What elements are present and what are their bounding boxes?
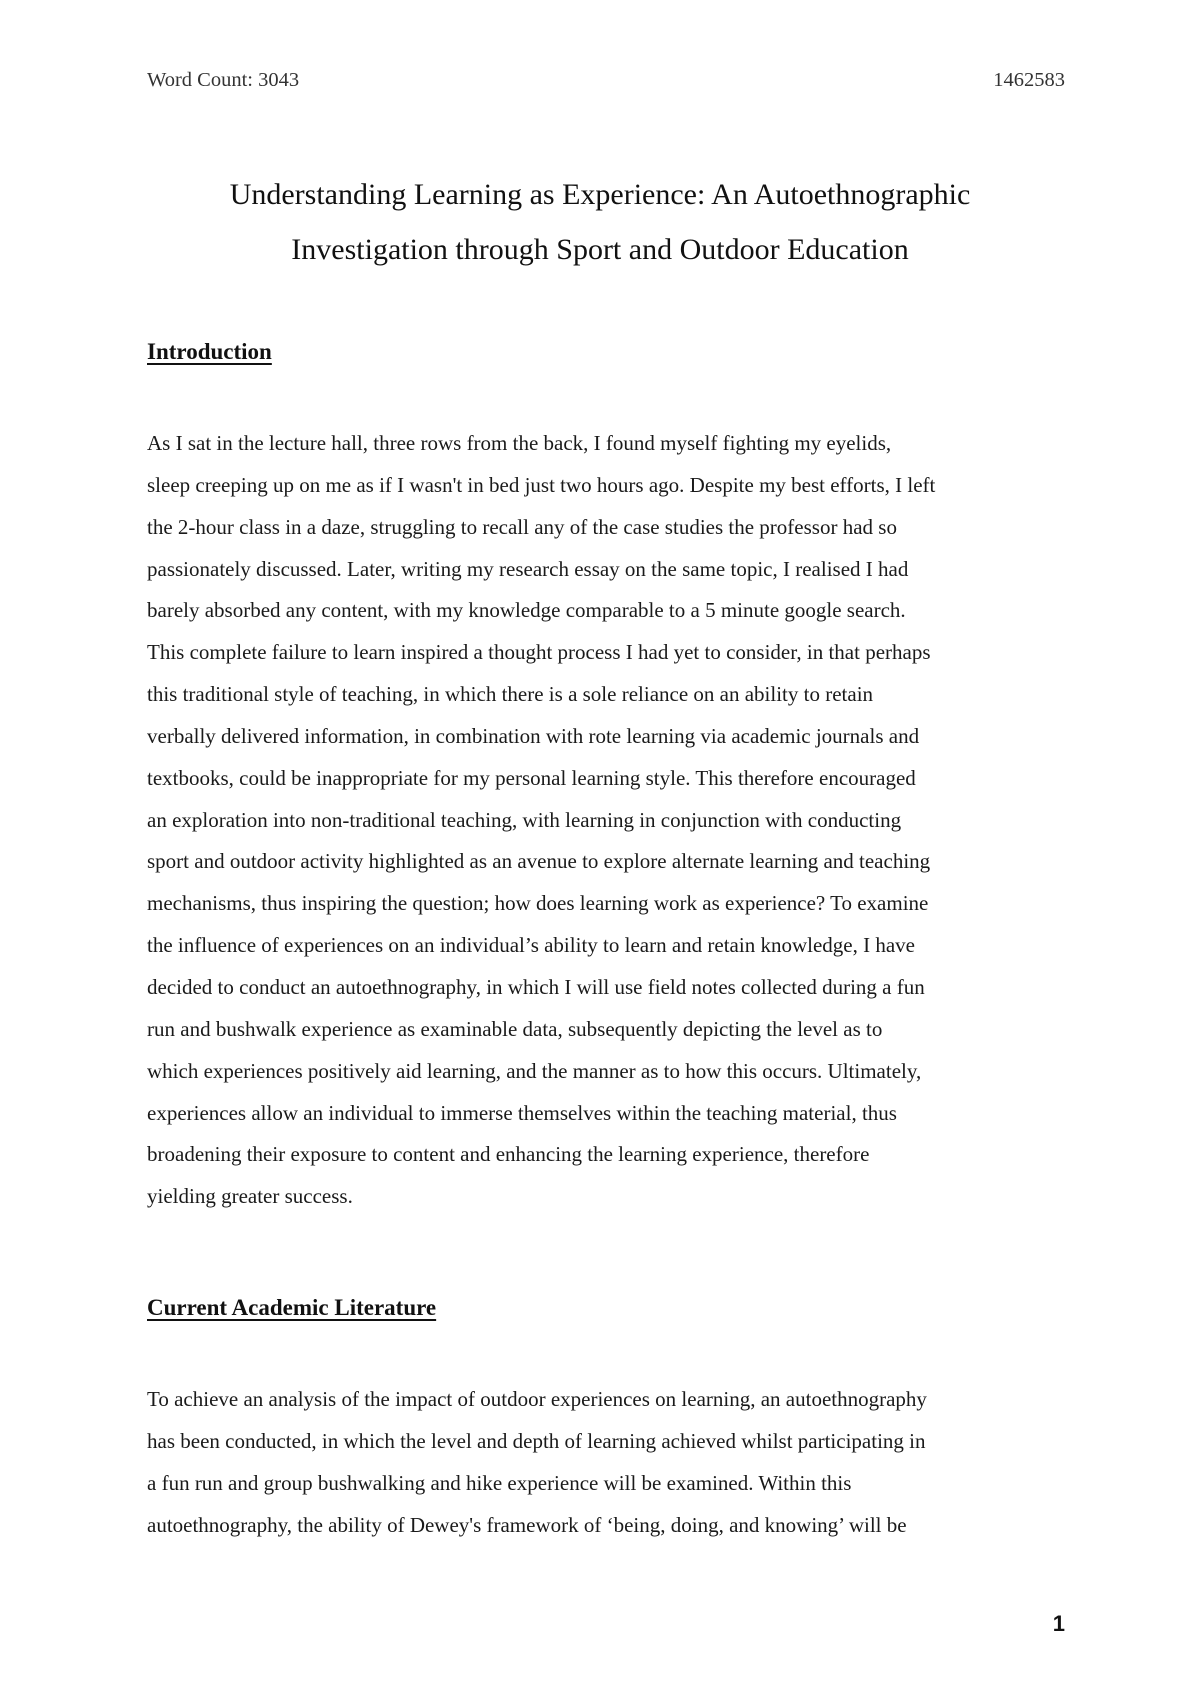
literature-paragraph (147, 1379, 1067, 1546)
text-line: has been conducted, in which the level and depth of learning achieved whilst participating in (147, 1428, 926, 1453)
text-line: verbally delivered information, in combination with rote learning via academic journals and (147, 723, 920, 748)
text-line: To achieve an analysis of the impact of outdoor experiences on learning, an autoethnography (147, 1387, 927, 1411)
text-line: As I sat in the lecture hall, three rows from the back, I found myself fighting my eyelids, (147, 431, 892, 455)
title-line: Investigation through Sport and Outdoor Education (291, 233, 909, 266)
text-line: experiences allow an individual to immerse themselves within the teaching material, thus (147, 1100, 897, 1125)
literature-heading: Current Academic Literature (147, 1295, 437, 1320)
title-line: Understanding Learning as Experience: An Autoethnographic (229, 178, 971, 211)
text-line: sport and outdoor activity highlighted as an avenue to explore alternate learning and teaching (147, 849, 931, 874)
introduction-paragraph (147, 423, 1067, 1218)
text-line: mechanisms, thus inspiring the question; how does learning work as experience? To examine (147, 891, 929, 916)
student-id-header: 1462583 (993, 69, 1065, 91)
text-line: decided to conduct an autoethnography, in which I will use field notes collected during a fun (147, 974, 925, 999)
text-line: the 2-hour class in a daze, struggling to recall any of the case studies the professor had so (147, 514, 897, 539)
word-count-header: Word Count: 3043 (147, 69, 300, 91)
text-line: broadening their exposure to content and enhancing the learning experience, therefore (147, 1142, 870, 1167)
text-line: this traditional style of teaching, in which there is a sole reliance on an ability to retain (147, 682, 874, 707)
text-line: yielding greater success. (147, 1184, 353, 1209)
text-line: an exploration into non-traditional teaching, with learning in conjunction with conducting (147, 807, 902, 832)
text-line: run and bushwalk experience as examinable data, subsequently depicting the level as to (147, 1016, 883, 1041)
text-line: which experiences positively aid learning, and the manner as to how this occurs. Ultimately, (147, 1058, 922, 1083)
text-line: sleep creeping up on me as if I wasn't in bed just two hours ago. Despite my best efforts, I left (147, 472, 936, 497)
text-line: This complete failure to learn inspired a thought process I had yet to consider, in that perhaps (147, 640, 931, 665)
text-line: autoethnography, the ability of Dewey's framework of ‘being, doing, and knowing’ will be (147, 1512, 907, 1537)
text-line: the influence of experiences on an individual’s ability to learn and retain knowledge, I have (147, 933, 915, 958)
document-title (0, 167, 1200, 277)
text-line: a fun run and group bushwalking and hike experience will be examined. Within this (147, 1470, 852, 1495)
text-line: passionately discussed. Later, writing my research essay on the same topic, I realised I had (147, 556, 909, 581)
introduction-heading: Introduction (147, 339, 272, 364)
page-number: 1 (1052, 1611, 1065, 1636)
text-line: barely absorbed any content, with my knowledge comparable to a 5 minute google search. (147, 598, 906, 623)
text-line: textbooks, could be inappropriate for my personal learning style. This therefore encouraged (147, 765, 916, 790)
